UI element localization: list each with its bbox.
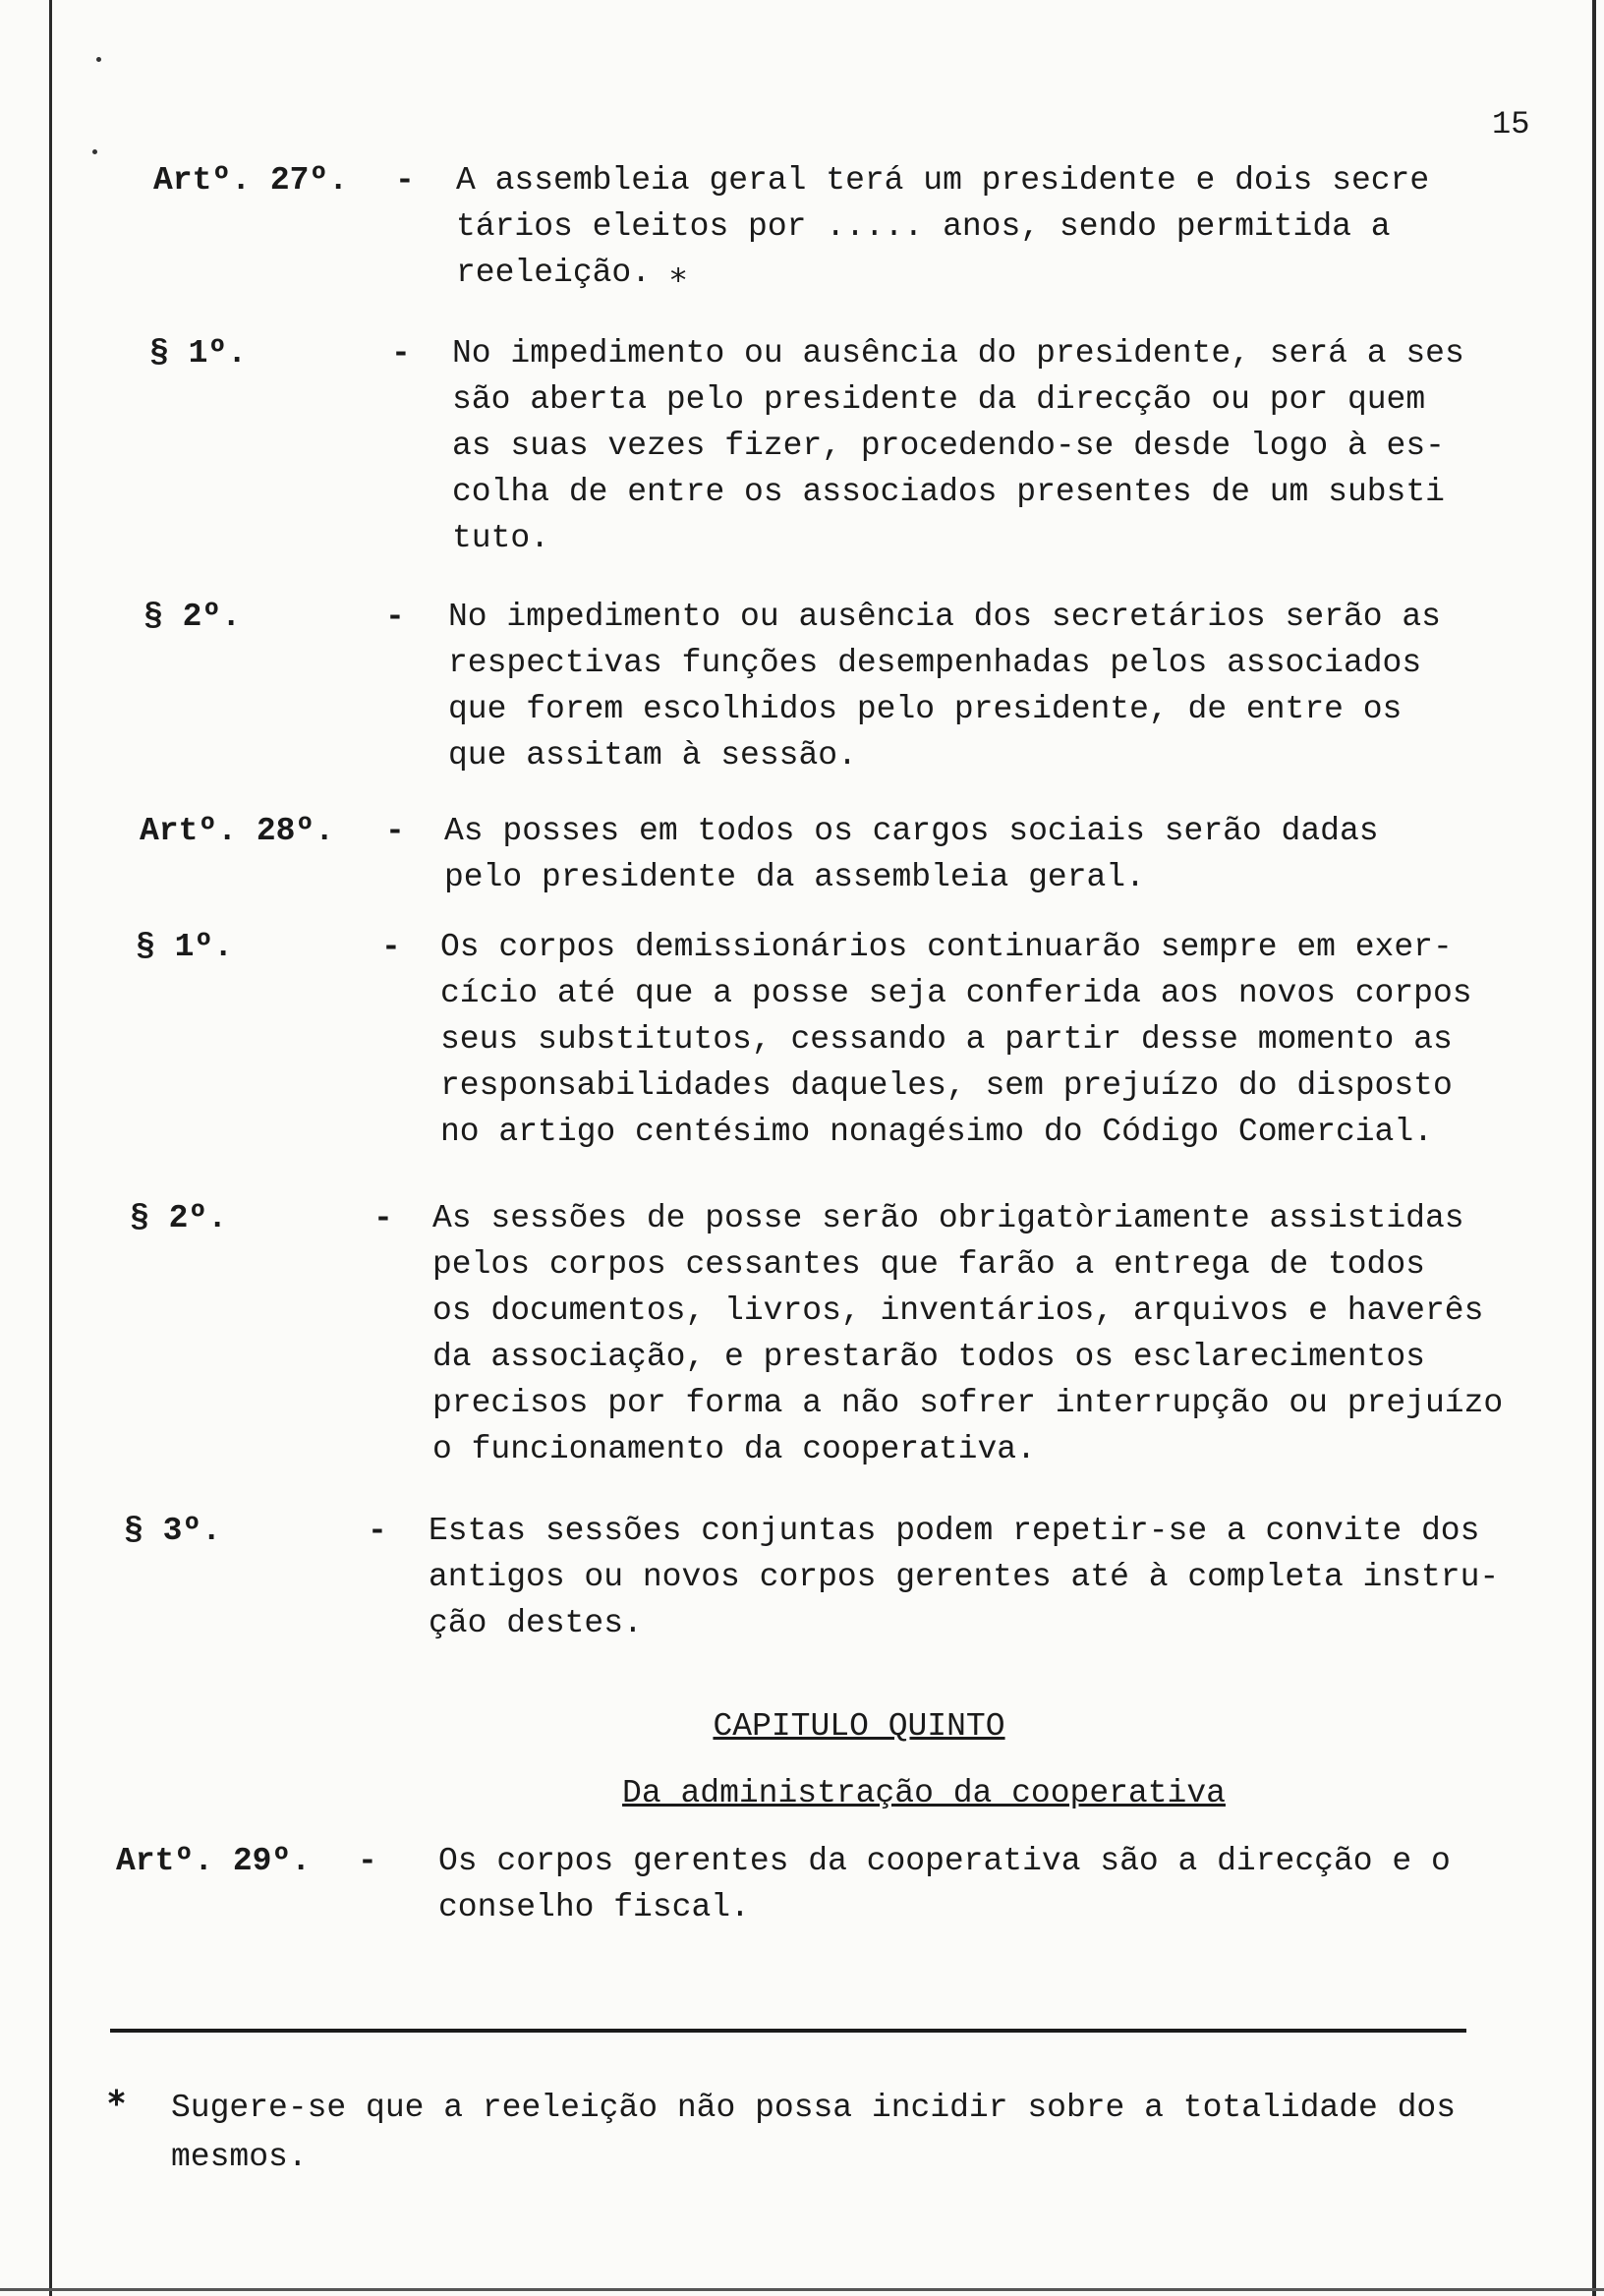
paragraph-label: § 1º. [149, 335, 248, 372]
paragraph-text: No impedimento ou ausência do presidente, será a ses são aberta pelo presidente da direcção ou por quem as suas vezes fizer, procedendo-se desde logo à es- colha de entre os associados presentes de um substi tuto. [452, 335, 1464, 556]
article-text: As posses em todos os cargos sociais serão dadas pelo presidente da assembleia geral. [444, 813, 1379, 895]
article-label: Artº. 28º. [140, 813, 335, 849]
page-left-edge [49, 0, 52, 2296]
article-text: Os corpos gerentes da cooperativa são a direcção e o conselho fiscal. [438, 1843, 1451, 1925]
article-text: A assembleia geral terá um presidente e dois secre tários eleitos por ..... anos, sendo permitida a reeleição. ⁎ [456, 162, 1430, 291]
paragraph-text: As sessões de posse serão obrigatòriamente assistidas pelos corpos cessantes que farão a entrega de todos os documentos, livros, inventários, arquivos e haverês da associação, e prestarão todos os esclarecimentos precisos por forma a não sofrer interrupção ou prejuízo o funcionamento da cooperativa. [432, 1200, 1504, 1467]
page-right-edge [1592, 0, 1596, 2296]
chapter-subtitle: Da administração da cooperativa [622, 1775, 1226, 1811]
dash: - [391, 335, 411, 372]
dash: - [358, 1843, 377, 1879]
dash: - [373, 1200, 393, 1236]
footnote-mark: ⁎ [108, 2078, 125, 2115]
paragraph-text: Estas sessões conjuntas podem repetir-se a convite dos antigos ou novos corpos gerentes até à completa instru- ção destes. [429, 1513, 1500, 1641]
paragraph-label: § 2º. [130, 1200, 228, 1236]
paragraph-text: Os corpos demissionários continuarão sempre em exer- cício até que a posse seja conferida aos novos corpos seus substitutos, cessando a partir desse momento as responsabilidades daqueles, sem prejuízo do disposto no artigo centésimo nonagésimo do Código Comercial. [440, 929, 1472, 1150]
article-label: Artº. 27º. [153, 162, 349, 199]
page-bottom-edge [0, 2288, 1604, 2291]
dash: - [385, 599, 405, 635]
footnote-text: Sugere-se que a reeleição não possa incidir sobre a totalidade dos mesmos. [171, 2090, 1457, 2175]
dash: - [368, 1513, 387, 1549]
paragraph-label: § 1º. [136, 929, 234, 965]
scan-speck [92, 149, 97, 154]
dash: - [385, 813, 405, 849]
scan-speck [96, 57, 101, 62]
dash: - [395, 162, 415, 199]
paragraph-text: No impedimento ou ausência dos secretários serão as respectivas funções desempenhadas pelos associados que forem escolhidos pelo presidente, de entre os que assitam à sessão. [448, 599, 1441, 774]
article-label: Artº. 29º. [116, 1843, 312, 1879]
paragraph-label: § 2º. [143, 599, 242, 635]
chapter-title: CAPITULO QUINTO [713, 1708, 1005, 1745]
dash: - [381, 929, 401, 965]
paragraph-label: § 3º. [124, 1513, 222, 1549]
footnote-rule [110, 2029, 1466, 2033]
page-number: 15 [1492, 106, 1530, 143]
